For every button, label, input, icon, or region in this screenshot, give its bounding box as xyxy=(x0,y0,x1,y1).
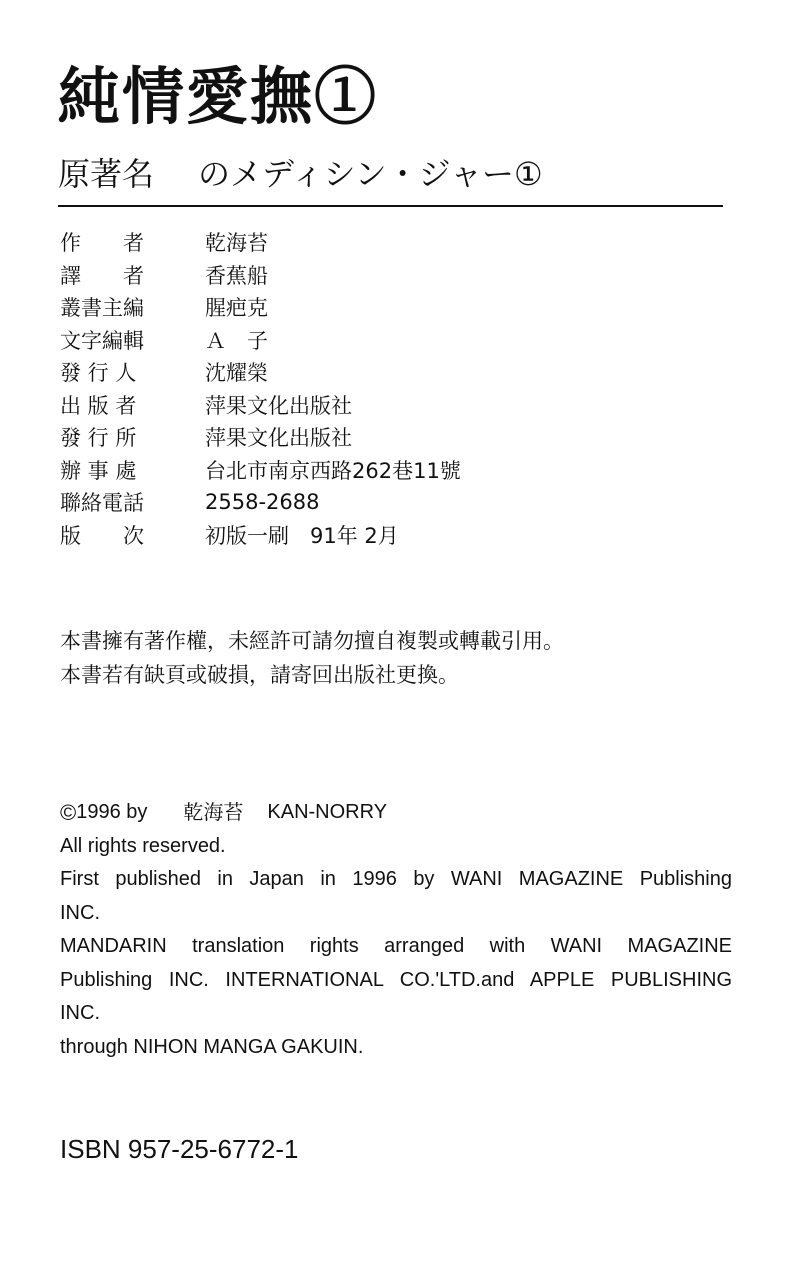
rights-line: INC. xyxy=(60,1002,100,1024)
credit-row-office-address xyxy=(60,454,461,487)
credit-value: Ａ 子 xyxy=(205,328,268,353)
credit-row-translator xyxy=(60,259,461,292)
credit-label: 發 行 人 xyxy=(60,361,137,386)
credit-row-series-editor xyxy=(60,291,461,324)
isbn: ISBN 957-25-6772-1 xyxy=(60,1134,299,1164)
credit-row-issuing-office xyxy=(60,421,461,454)
credit-row-phone xyxy=(60,486,461,519)
credit-value: 萍果文化出版社 xyxy=(205,393,352,418)
copyright-line xyxy=(60,796,732,830)
credit-label: 辦 事 處 xyxy=(60,458,137,483)
credit-label: 版 次 xyxy=(60,523,144,548)
original-title-value: のメディシン・ジャー① xyxy=(198,155,543,193)
credit-value: 香蕉船 xyxy=(205,263,268,288)
rights-line: through NIHON MANGA GAKUIN. xyxy=(60,1035,364,1058)
credit-row-publisher xyxy=(60,389,461,422)
credit-value: 2558-2688 xyxy=(205,490,320,515)
original-title xyxy=(58,152,543,196)
credit-row-edition xyxy=(60,519,461,552)
notice-line: 本書若有缺頁或破損，請寄回出版社更換。 xyxy=(60,663,459,687)
rights-line: First published in Japan in 1996 by WANI MAGAZINE Publishing xyxy=(60,868,732,890)
copyright-year: 1996 by xyxy=(76,801,148,823)
rights-line: INC. xyxy=(60,901,100,924)
rights-line: Publishing INC. INTERNATIONAL CO.'LTD.and APPLE PUBLISHING xyxy=(60,968,732,991)
credit-label: 出 版 者 xyxy=(60,393,137,418)
credit-label: 叢書主編 xyxy=(60,296,144,321)
credit-value: 萍果文化出版社 xyxy=(205,426,352,451)
credit-row-author xyxy=(60,226,461,259)
credit-value: 腥疤克 xyxy=(205,296,268,321)
credit-value: 沈耀榮 xyxy=(205,361,268,386)
credit-label: 發 行 所 xyxy=(60,426,137,451)
credit-value: 台北市南京西路262巷11號 xyxy=(205,458,461,483)
credit-row-publisher-person xyxy=(60,356,461,389)
credit-label: 聯絡電話 xyxy=(60,491,144,516)
rights-line: All rights reserved. xyxy=(60,834,226,857)
credit-value: 乾海苔 xyxy=(205,231,268,256)
book-title: 純情愛撫① xyxy=(58,60,379,133)
credit-value: 初版一刷 91年 2月 xyxy=(205,523,399,548)
copyright-author-roman: KAN-NORRY xyxy=(267,801,388,823)
credits-list xyxy=(60,226,461,551)
credit-label: 作 者 xyxy=(60,231,144,256)
notice-line: 本書擁有著作權，未經許可請勿擅自複製或轉載引用。 xyxy=(60,629,564,653)
credit-row-text-editor xyxy=(60,324,461,357)
copyright-notices xyxy=(60,624,564,692)
divider-rule xyxy=(58,205,723,207)
rights-statement xyxy=(60,796,732,1064)
copyright-author: 乾海苔 xyxy=(183,800,244,824)
credit-label: 譯 者 xyxy=(60,263,144,288)
credit-label: 文字編輯 xyxy=(60,328,144,353)
original-title-label: 原著名 xyxy=(58,155,155,193)
copyright-symbol: © xyxy=(60,800,77,825)
rights-line: MANDARIN translation rights arranged with WANI MAGAZINE xyxy=(60,935,732,957)
